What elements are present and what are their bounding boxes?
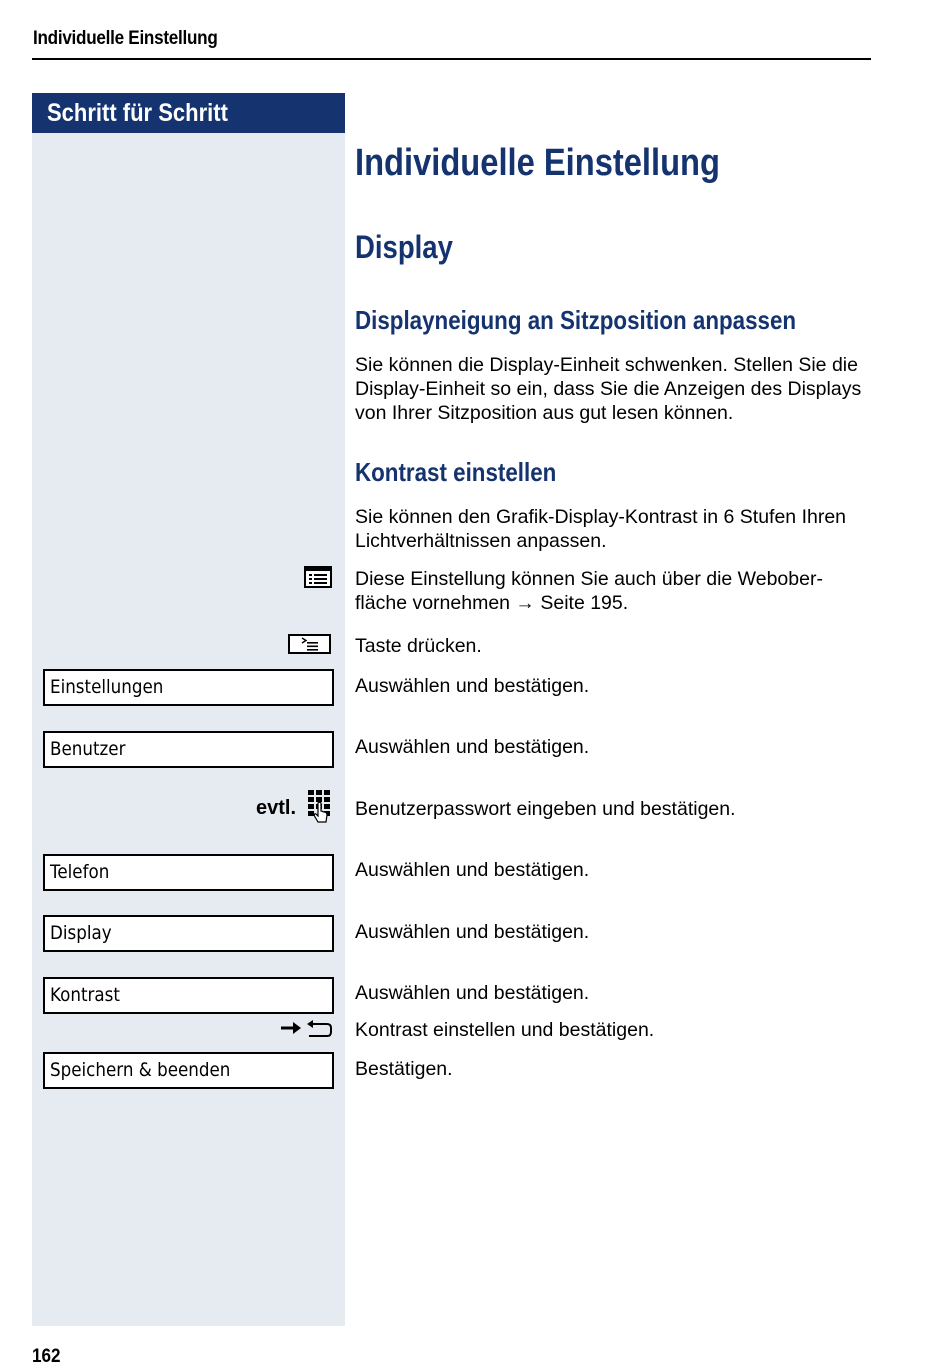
step-sidebar (32, 93, 345, 1326)
subsection-title-kontrast: Kontrast einstellen (355, 457, 557, 487)
page-number: 162 (32, 1346, 61, 1367)
paragraph-kontrast: Sie können den Grafik-Display-Kontrast in 6 Stufen Ihren Lichtverhältnissen anpassen. (355, 506, 847, 552)
menu-item-einstellungen-label: Einstellungen (50, 676, 164, 698)
menu-item-telefon[interactable] (43, 854, 334, 891)
step-speichern-desc: Bestätigen. (355, 1058, 453, 1080)
running-header: Individuelle Einstellung (33, 28, 218, 49)
sidebar-header (32, 93, 345, 133)
menu-item-benutzer-label: Benutzer (50, 738, 126, 760)
menu-item-kontrast-label: Kontrast (50, 984, 120, 1006)
step-kontrast-desc: Auswählen und bestätigen. (355, 982, 590, 1004)
header-rule (32, 58, 871, 60)
menu-item-display[interactable] (43, 915, 334, 952)
web-note-line2: fläche vornehmen → Seite 195. (355, 592, 629, 614)
optional-label: evtl. (256, 797, 297, 819)
sidebar-title: Schritt für Schritt (47, 99, 228, 127)
step-benutzer-desc: Auswählen und bestätigen. (355, 736, 590, 758)
menu-item-einstellungen[interactable] (43, 669, 334, 706)
menu-key-icon (288, 634, 331, 654)
arrow-confirm-icon (279, 1018, 333, 1040)
step-menu-key-desc: Taste drücken. (355, 635, 482, 657)
keypad-icon (307, 789, 333, 825)
page-title: Individuelle Einstellung (355, 142, 720, 184)
step-display-desc: Auswählen und bestätigen. (355, 921, 590, 943)
menu-item-benutzer[interactable] (43, 731, 334, 768)
web-note-line1: Diese Einstellung können Sie auch über die Webober- (355, 568, 823, 590)
step-telefon-desc: Auswählen und bestätigen. (355, 859, 590, 881)
subsection-title-neigung: Displayneigung an Sitzposition anpassen (355, 305, 797, 335)
menu-item-display-label: Display (50, 922, 112, 944)
paragraph-neigung: Sie können die Display-Einheit schwenken. Stellen Sie die Display-Einheit so ein, dass Sie die Anzeigen des Displays von Ihrer Sitzposition aus gut lesen können. (355, 354, 862, 424)
menu-item-speichern-label: Speichern & beenden (50, 1059, 231, 1081)
step-einstellungen-desc: Auswählen und bestätigen. (355, 675, 590, 697)
step-password-desc: Benutzerpasswort eingeben und bestätigen. (355, 798, 736, 820)
step-adjust-desc: Kontrast einstellen und bestätigen. (355, 1019, 655, 1041)
menu-item-kontrast[interactable] (43, 977, 334, 1014)
menu-item-telefon-label: Telefon (50, 861, 110, 883)
menu-item-speichern[interactable] (43, 1052, 334, 1089)
web-interface-icon (304, 566, 332, 588)
section-title: Display (355, 229, 453, 265)
